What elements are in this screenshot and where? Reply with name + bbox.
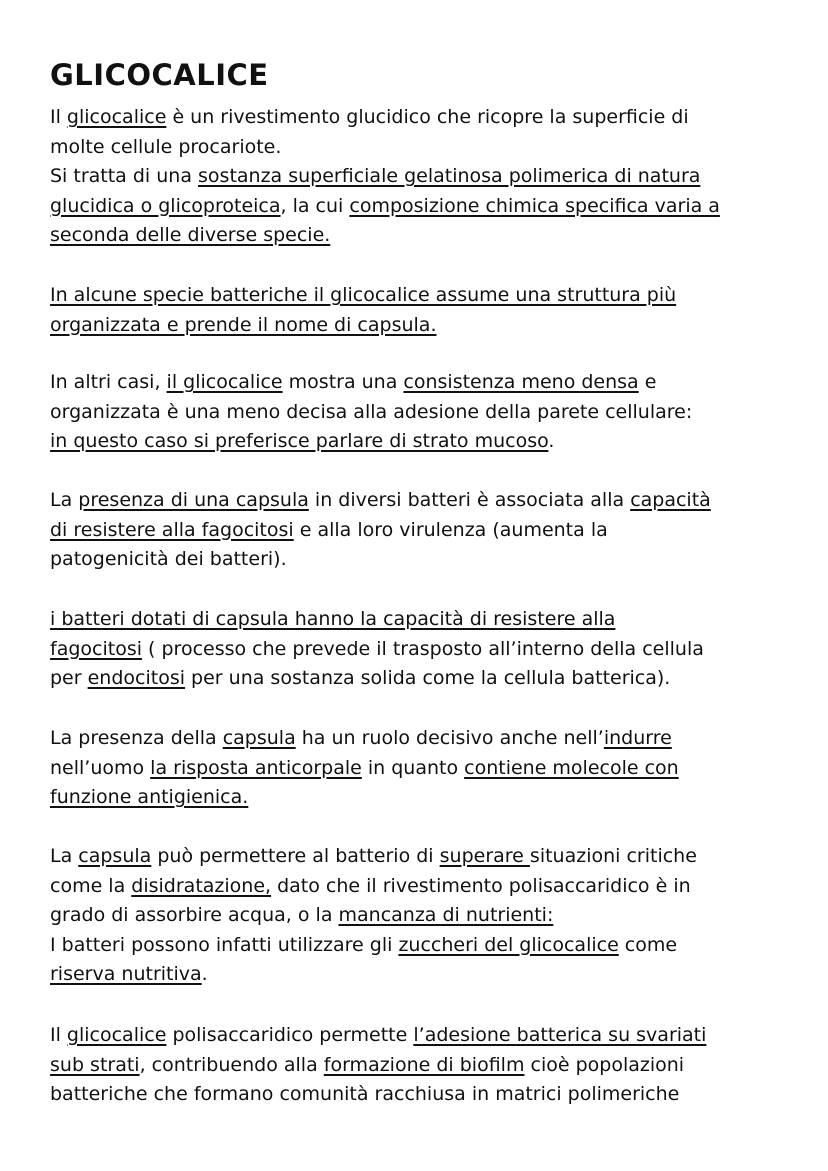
paragraph-antibody-response (50, 724, 790, 813)
text-line: Il glicocalice è un rivestimento glucidico che ricopre la superficie di (50, 106, 689, 128)
text-line: nell’uomo la risposta anticorpale in quanto contiene molecole con (50, 756, 679, 779)
text-line: in questo caso si preferisce parlare di strato mucoso. (50, 430, 555, 452)
text-line: i batteri dotati di capsula hanno la capacità di resistere alla (50, 608, 616, 630)
paragraph-virulence (50, 486, 790, 575)
text-line: organizzata e prende il nome di capsula. (50, 313, 437, 336)
page-title: GLICOCALICE (50, 58, 269, 92)
text-line: In altri casi, il glicocalice mostra una consistenza meno densa e (50, 371, 657, 393)
text-line: molte cellule procariote. (50, 135, 282, 158)
text-line: per endocitosi per una sostanza solida come la cellula batterica). (50, 667, 671, 689)
text-line: Si tratta di una sostanza superficiale gelatinosa polimerica di natura (50, 165, 701, 187)
text-line: grado di assorbire acqua, o la mancanza di nutrienti: (50, 904, 554, 926)
text-line: fagocitosi ( processo che prevede il trasposto all’interno della cellula (50, 637, 704, 660)
paragraph-capsule (50, 281, 790, 340)
paragraph-critical-situations (50, 842, 790, 990)
paragraph-phagocytosis (50, 605, 790, 694)
text-line: seconda delle diverse specie. (50, 224, 331, 246)
paragraph-biofilm (50, 1021, 790, 1110)
text-line: I batteri possono infatti utilizzare gli zuccheri del glicocalice come (50, 933, 678, 956)
text-line: La presenza della capsula ha un ruolo decisivo anche nell’indurre (50, 727, 672, 749)
text-line: La capsula può permettere al batterio di superare situazioni critiche (50, 845, 697, 867)
text-line: patogenicità dei batteri). (50, 548, 287, 570)
text-line: di resistere alla fagocitosi e alla loro virulenza (aumenta la (50, 518, 608, 541)
paragraph-mucous-layer (50, 368, 790, 457)
text-line: come la disidratazione, dato che il rivestimento polisaccaridico è in (50, 874, 691, 897)
text-line: Il glicocalice polisaccaridico permette l’adesione batterica su svariati (50, 1024, 707, 1046)
text-line: In alcune specie batteriche il glicocalice assume una struttura più (50, 284, 677, 306)
text-line: sub strati, contribuendo alla formazione di biofilm cioè popolazioni (50, 1053, 685, 1076)
text-line: funzione antigienica. (50, 786, 249, 808)
paragraph-definition (50, 103, 790, 251)
text-line: batteriche che formano comunità racchiusa in matrici polimeriche (50, 1083, 680, 1105)
text-line: glucidica o glicoproteica, la cui composizione chimica specifica varia a (50, 194, 720, 217)
text-line: riserva nutritiva. (50, 963, 208, 985)
text-line: organizzata è una meno decisa alla adesione della parete cellulare: (50, 400, 693, 423)
text-line: La presenza di una capsula in diversi batteri è associata alla capacità (50, 489, 711, 511)
